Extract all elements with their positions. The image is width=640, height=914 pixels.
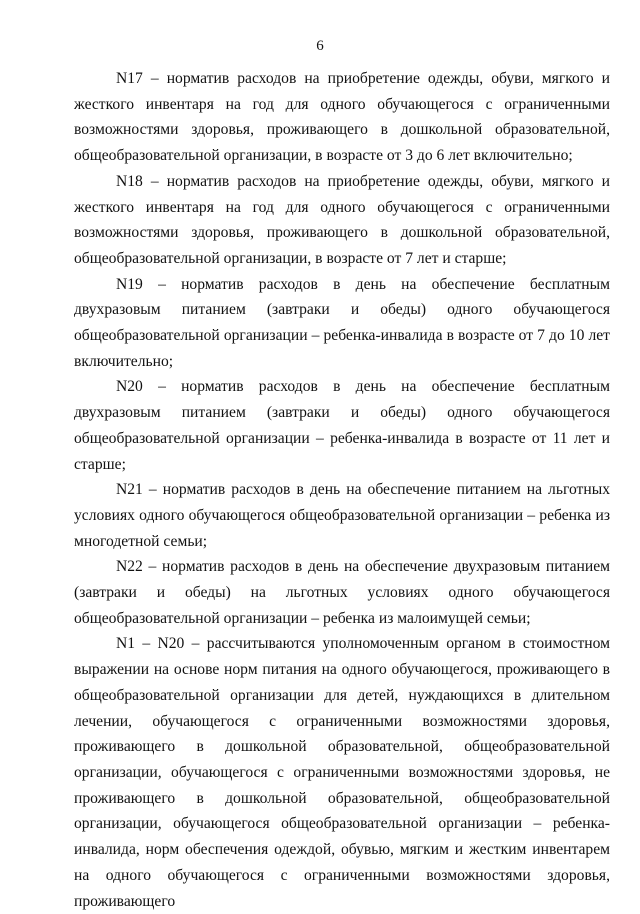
paragraph-n20: N20 – норматив расходов в день на обеспечение бесплатным двухразовым питанием (завтраки и обеды) одного обучающегося общеобразовательной организации – ребенка-инвалида в возрасте от 11 лет и старше; [74, 378, 610, 473]
paragraph-n17: N17 – норматив расходов на приобретение одежды, обуви, мягкого и жесткого инвентаря на год для одного обучающегося с ограниченными возможностями здоровья, проживающего в дошкольной образовательной, общеобразовательной организации, в возрасте от 3 до 6 лет включительно; [74, 70, 610, 165]
paragraph-n1-n20: N1 – N20 – рассчитываются уполномоченным органом в стоимостном выражении на основе норм питания на одного обучающегося, проживающего в общеобразовательной организации для детей, нуждающихся в длительном лечении, обучающегося с ограниченными возможностями здоровья, проживающего в дошкольной образовательной, общеобразовательной организации, обучающегося с ограниченными возможностями здоровья, не проживающего в дошкольной образовательной, общеобразовательной организации, обучающегося общеобразовательной организации – ребенка-инвалида, норм обеспечения одеждой, обувью, мягким и жестким инвентарем на одного обучающегося с ограниченными возможностями здоровья, проживающего [74, 635, 610, 910]
paragraph-n21: N21 – норматив расходов в день на обеспечение питанием на льготных условиях одного обучающегося общеобразовательной организации – ребенка из многодетной семьи; [74, 481, 610, 550]
paragraph-n19: N19 – норматив расходов в день на обеспечение бесплатным двухразовым питанием (завтраки и обеды) одного обучающегося общеобразовательной организации – ребенка-инвалида в возрасте от 7 до 10 лет включительно; [74, 275, 610, 370]
paragraph-n18: N18 – норматив расходов на приобретение одежды, обуви, мягкого и жесткого инвентаря на год для одного обучающегося с ограниченными возможностями здоровья, проживающего в дошкольной образовательной, общеобразовательной организации, в возрасте от 7 лет и старше; [74, 172, 610, 267]
document-body [74, 66, 610, 914]
paragraph-n22: N22 – норматив расходов в день на обеспечение двухразовым питанием (завтраки и обеды) на льготных условиях одного обучающегося общеобразовательной организации – ребенка из малоимущей семьи; [74, 558, 610, 627]
page-number: 6 [316, 38, 324, 54]
